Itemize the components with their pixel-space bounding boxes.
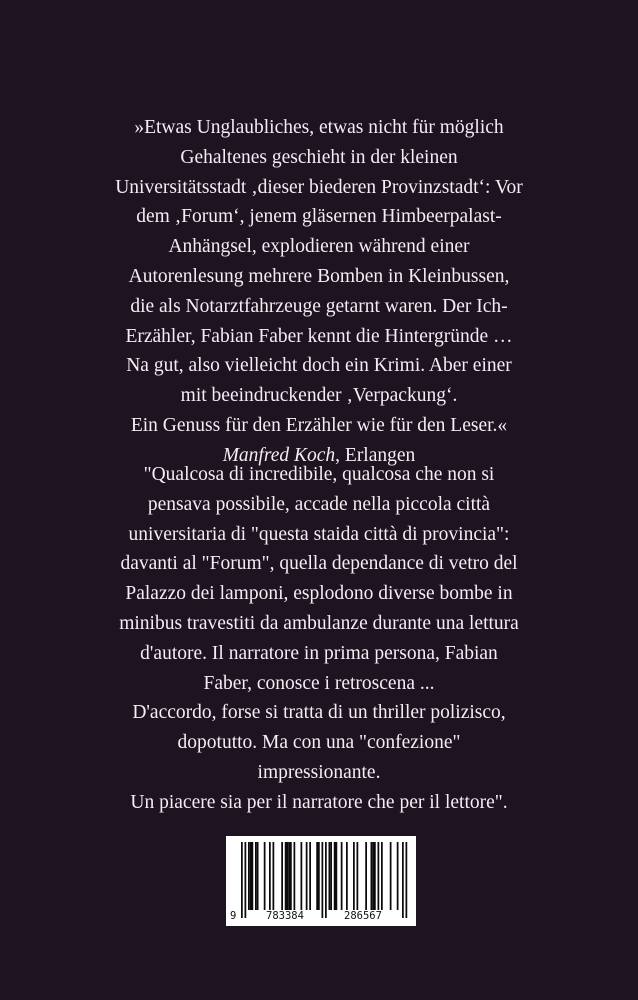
barcode-bar: [330, 842, 332, 910]
german-blurb-line: Erzähler, Fabian Faber kennt die Hintergründe …: [125, 325, 513, 347]
german-blurb-line: Na gut, also vielleicht doch ein Krimi. Aber einer: [126, 355, 512, 377]
barcode-bar: [241, 842, 243, 918]
barcode-bar: [287, 842, 289, 910]
german-blurb-line: Gehaltenes geschieht in der kleinen: [180, 146, 458, 168]
german-blurb-line: Autorenlesung mehrere Bomben in Kleinbussen,: [128, 265, 510, 287]
barcode-bar: [264, 842, 266, 910]
german-blurb-line: dem ‚Forum‘, jenem gläsernen Himbeerpalast-: [136, 206, 502, 228]
barcode-bar: [374, 842, 376, 910]
barcode-bar: [306, 842, 308, 910]
barcode-bar: [316, 842, 318, 910]
barcode-bar: [301, 842, 303, 910]
barcode-bar: [250, 842, 252, 910]
barcode-bar: [372, 842, 374, 910]
barcode-bar: [248, 842, 250, 910]
barcode-digit-lead: 9: [230, 910, 237, 922]
italian-blurb-line: D'accordo, forse si tratta di un thriller polizisco,: [132, 702, 506, 724]
german-blurb-line: Universitätsstadt ‚dieser biederen Provinzstadt‘: Vor: [115, 176, 523, 198]
barcode-bar: [371, 842, 373, 910]
barcode-bar: [336, 842, 338, 910]
italian-blurb-line: dopotutto. Ma con una "confezione": [177, 732, 461, 754]
italian-blurb-line: universitaria di "questa staida città di provincia":: [128, 523, 510, 545]
german-blurb-line: Ein Genuss für den Erzähler wie für den Leser.«: [130, 414, 508, 436]
barcode-bar: [406, 842, 408, 918]
german-blurb-line: die als Notarztfahrzeuge getarnt waren. Der Ich-: [130, 295, 508, 317]
german-blurb-line: »Etwas Unglaubliches, etwas nicht für möglich: [134, 117, 504, 138]
italian-blurb: [60, 460, 578, 818]
barcode-digits: [226, 910, 416, 924]
barcode-bar: [390, 842, 392, 910]
german-blurb-line: mit beeindruckender ‚Verpackung‘.: [180, 385, 458, 407]
barcode-bar: [402, 842, 404, 918]
barcode-bar: [281, 842, 283, 910]
barcode-bar: [353, 842, 355, 910]
barcode-bar: [309, 842, 311, 910]
barcode-bar: [288, 842, 290, 910]
italian-blurb-line: Un piacere sia per il narratore che per il lettore".: [130, 791, 508, 813]
barcode-digits-left: 783384: [266, 910, 304, 922]
barcode-bar: [252, 842, 254, 910]
barcode-digits-right: 286567: [344, 910, 382, 922]
italian-blurb-line: Palazzo dei lamponi, esplodono diverse bombe in: [125, 583, 513, 605]
barcode-bar: [334, 842, 336, 910]
barcode-bar: [255, 842, 257, 910]
barcode-bar: [341, 842, 343, 910]
barcode-bar: [285, 842, 287, 910]
barcode-bar: [273, 842, 275, 910]
barcode-bar: [325, 842, 327, 918]
isbn-barcode: [226, 836, 416, 926]
attribution-place: , Erlangen: [335, 444, 416, 466]
barcode-bar: [269, 842, 271, 910]
italian-blurb-line: minibus travestiti da ambulanze durante una lettura: [119, 612, 519, 634]
barcode-bar: [365, 842, 367, 910]
italian-blurb-line: "Qualcosa di incredibile, qualcosa che non si: [143, 464, 495, 485]
italian-blurb-line: pensava possibile, accade nella piccola città: [147, 493, 491, 515]
barcode-bar: [381, 842, 383, 910]
barcode-bar: [318, 842, 320, 910]
barcode-bar: [346, 842, 348, 910]
italian-blurb-line: d'autore. Il narratore in prima persona, Fabian: [140, 642, 498, 664]
barcode-bar: [329, 842, 331, 910]
attribution-author: Manfred Koch: [222, 444, 336, 466]
barcode-bar: [290, 842, 292, 910]
barcode-bar: [245, 842, 247, 918]
barcode-bar: [322, 842, 324, 918]
barcode-bar: [294, 842, 296, 910]
barcode-bar: [378, 842, 380, 910]
italian-blurb-line: davanti al "Forum", quella dependance di vetro del: [120, 553, 518, 575]
italian-blurb-line: Faber, conosce i retroscena ...: [203, 672, 435, 694]
italian-blurb-line: impressionante.: [257, 761, 381, 783]
barcode-bar: [357, 842, 359, 910]
barcode-bar: [397, 842, 399, 910]
german-blurb: [60, 113, 578, 471]
barcode-bar: [257, 842, 259, 910]
german-blurb-line: Anhängsel, explodieren während einer: [168, 236, 470, 258]
